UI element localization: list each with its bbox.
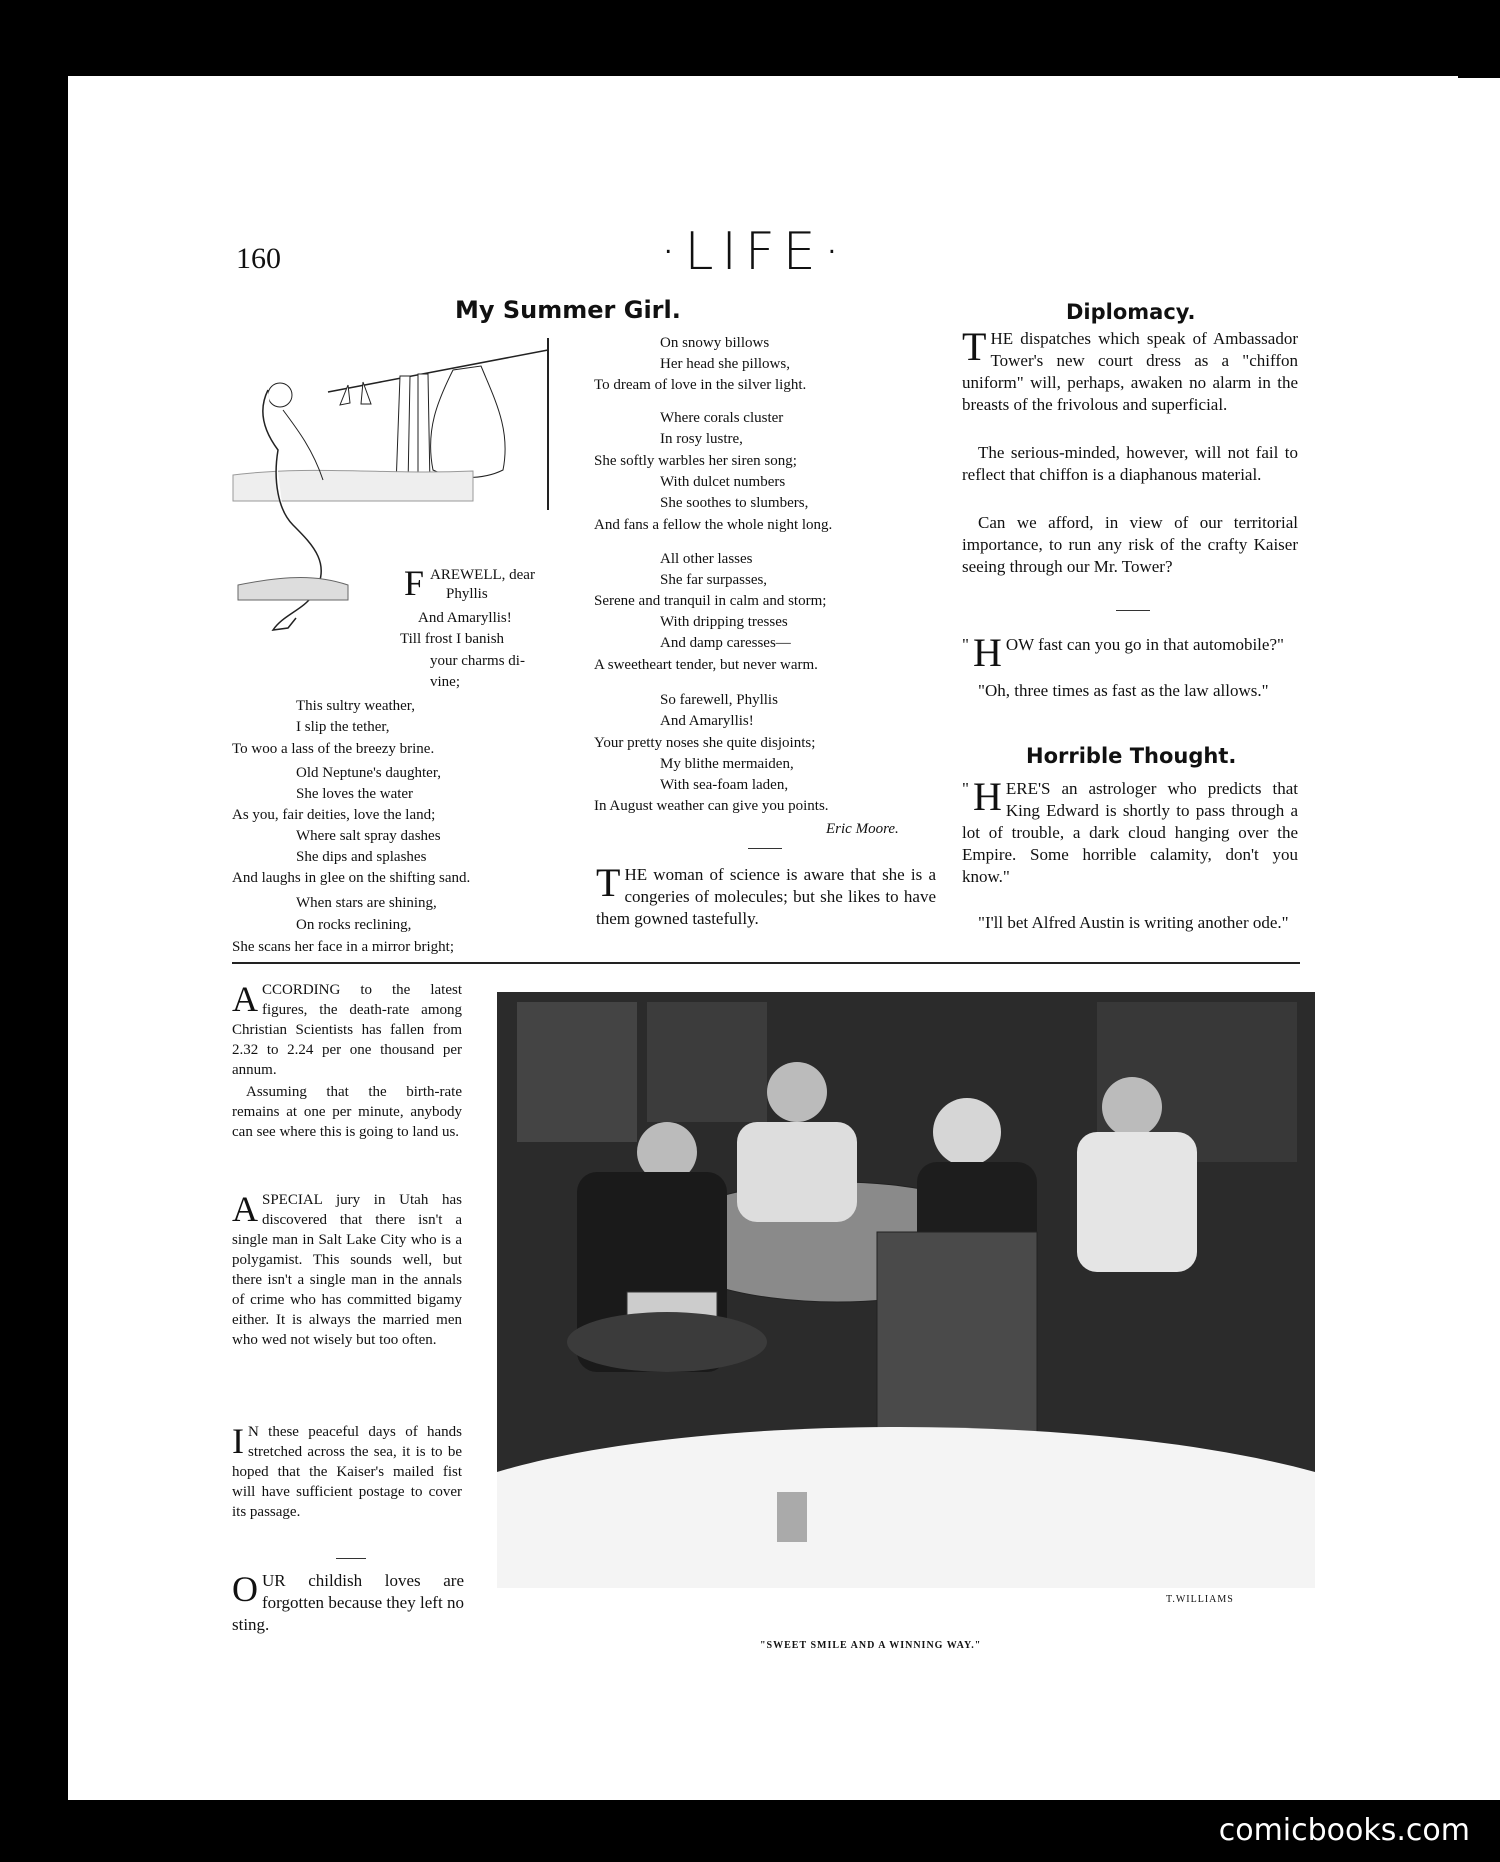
special-jury-paragraph: ASPECIAL jury in Utah has discovered that there isn't a single man in Salt Lake City who is a polygamist. This sounds well, but there isn't a single man in the annals of crime who has committed bigamy either. It is always the married men who wed not wisely but too often. [232, 1189, 462, 1348]
diplomacy-paragraph-1: THE dispatches which speak of Ambassador Tower's new court dress as a "chiffon uniform" will, perhaps, awaken no alarm in the breasts of the frivolous and superficial. [962, 324, 1298, 414]
automobile-answer: "Oh, three times as fast as the law allows." [978, 681, 1269, 700]
poem-line: vine; [430, 674, 460, 690]
short-rule [748, 848, 782, 849]
poem-line: And laughs in glee on the shifting sand. [232, 870, 471, 886]
poem-line: Where salt spray dashes [296, 828, 441, 844]
poem-line: And damp caresses— [660, 635, 791, 651]
drop-cap-h: H [972, 630, 1002, 675]
woman-of-science-paragraph: THE woman of science is aware that she is a congeries of molecules; but she likes to have them gowned tastefully. [596, 860, 936, 928]
horrible-thought-title: Horrible Thought. [1026, 744, 1237, 768]
poem-line: Old Neptune's daughter, [296, 765, 441, 781]
automobile-question: " H OW fast can you go in that automobile?" [962, 630, 1284, 675]
drop-cap-a: A [232, 1189, 258, 1229]
illustrator-signature: T.WILLIAMS [1166, 1594, 1234, 1605]
poem-line: And fans a fellow the whole night long. [594, 517, 833, 533]
poem-line: In rosy lustre, [660, 431, 743, 447]
poem-line: With dulcet numbers [660, 474, 786, 490]
poem-line: your charms di- [430, 653, 525, 669]
poem-line: Your pretty noses she quite disjoints; [594, 735, 816, 751]
poem-line: In August weather can give you points. [594, 798, 829, 814]
short-rule [1116, 610, 1150, 611]
poem-line: As you, fair deities, love the land; [232, 807, 436, 823]
illustration-caption: "SWEET SMILE AND A WINNING WAY." [760, 1640, 982, 1651]
poem-title: My Summer Girl. [455, 296, 681, 324]
poem-line: To dream of love in the silver light. [594, 377, 807, 393]
according-paragraph: ACCORDING to the latest figures, the death-rate among Christian Scientists has fallen from 2.32 to 2.24 per one thousand per annum. [232, 979, 462, 1078]
drop-cap-f: F [404, 563, 425, 603]
poem-line: On rocks reclining, [296, 917, 412, 933]
page-number: 160 [236, 242, 281, 275]
diplomacy-paragraph-3: Can we afford, in view of our territorial importance, to run any risk of the crafty Kaiser seeing through our Mr. Tower? [962, 513, 1298, 576]
poem-line: I slip the tether, [296, 719, 390, 735]
poem-line: She far surpasses, [660, 572, 768, 588]
diplomacy-title: Diplomacy. [1066, 300, 1196, 324]
drop-cap-a: A [232, 979, 258, 1019]
poem-line: A sweetheart tender, but never warm. [594, 657, 818, 673]
poem-line: She loves the water [296, 786, 414, 802]
poem-line: Till frost I banish [400, 631, 505, 647]
poem-line: She soothes to slumbers, [660, 495, 809, 511]
horrible-paragraph-1: " H ERE'S an astrologer who predicts that King Edward is shortly to pass through a lot of trouble, a dark cloud hanging over the Empire. Some horrible calamity, don't you know." [962, 774, 1298, 886]
poem-line: With dripping tresses [660, 614, 788, 630]
card-players-illustration [497, 992, 1315, 1588]
peaceful-days-paragraph: I N these peaceful days of hands stretched across the sea, it is to be hoped that the Kaiser's mailed fist will have sufficient postage to cover its passage. [232, 1421, 462, 1520]
drop-cap-i: I [232, 1421, 244, 1461]
poem-line: Phyllis [446, 586, 488, 602]
card-players-drawing [497, 992, 1315, 1588]
section-divider [232, 962, 1300, 964]
poem-line: With sea-foam laden, [660, 777, 789, 793]
masthead-title: ·LIFE· [660, 222, 849, 282]
poem-line: And Amaryllis! [660, 713, 754, 729]
poem-line: AREWELL, dear [430, 567, 535, 583]
diplomacy-paragraph-2: The serious-minded, however, will not fail to reflect that chiffon is a diaphanous material. [962, 443, 1298, 484]
poem-line: When stars are shining, [296, 895, 437, 911]
drop-cap-h: H [972, 774, 1002, 819]
poem-line: And Amaryllis! [418, 610, 512, 626]
poem-line: So farewell, Phyllis [660, 692, 778, 708]
poem-line: She scans her face in a mirror bright; [232, 939, 455, 955]
top-border [0, 0, 1500, 76]
according-paragraph-2: Assuming that the birth-rate remains at one per minute, anybody can see where this is going to land us. [232, 1084, 462, 1140]
poem-line: She softly warbles her siren song; [594, 453, 797, 469]
poem-line: Her head she pillows, [660, 356, 790, 372]
drop-cap-t: T [962, 324, 987, 369]
short-rule [336, 1558, 366, 1559]
poem-author: Eric Moore. [826, 821, 899, 837]
facing-page-edge [1458, 78, 1500, 1800]
drop-cap-t: T [596, 860, 621, 905]
childish-loves-paragraph: OUR childish loves are forgotten because they left no sting. [232, 1569, 464, 1634]
poem-line: My blithe mermaiden, [660, 756, 794, 772]
poem-line: To woo a lass of the breezy brine. [232, 741, 435, 757]
poem-line: On snowy billows [660, 335, 770, 351]
mermaid-illustration [228, 330, 578, 675]
poem-line: This sultry weather, [296, 698, 415, 714]
poem-line: All other lasses [660, 551, 753, 567]
poem-line: She dips and splashes [296, 849, 427, 865]
poem-line: Serene and tranquil in calm and storm; [594, 593, 827, 609]
horrible-paragraph-2: "I'll bet Alfred Austin is writing another ode." [978, 913, 1289, 932]
watermark: comicbooks.com [1218, 1813, 1470, 1848]
poem-line: Where corals cluster [660, 410, 784, 426]
drop-cap-o: O [232, 1569, 258, 1609]
